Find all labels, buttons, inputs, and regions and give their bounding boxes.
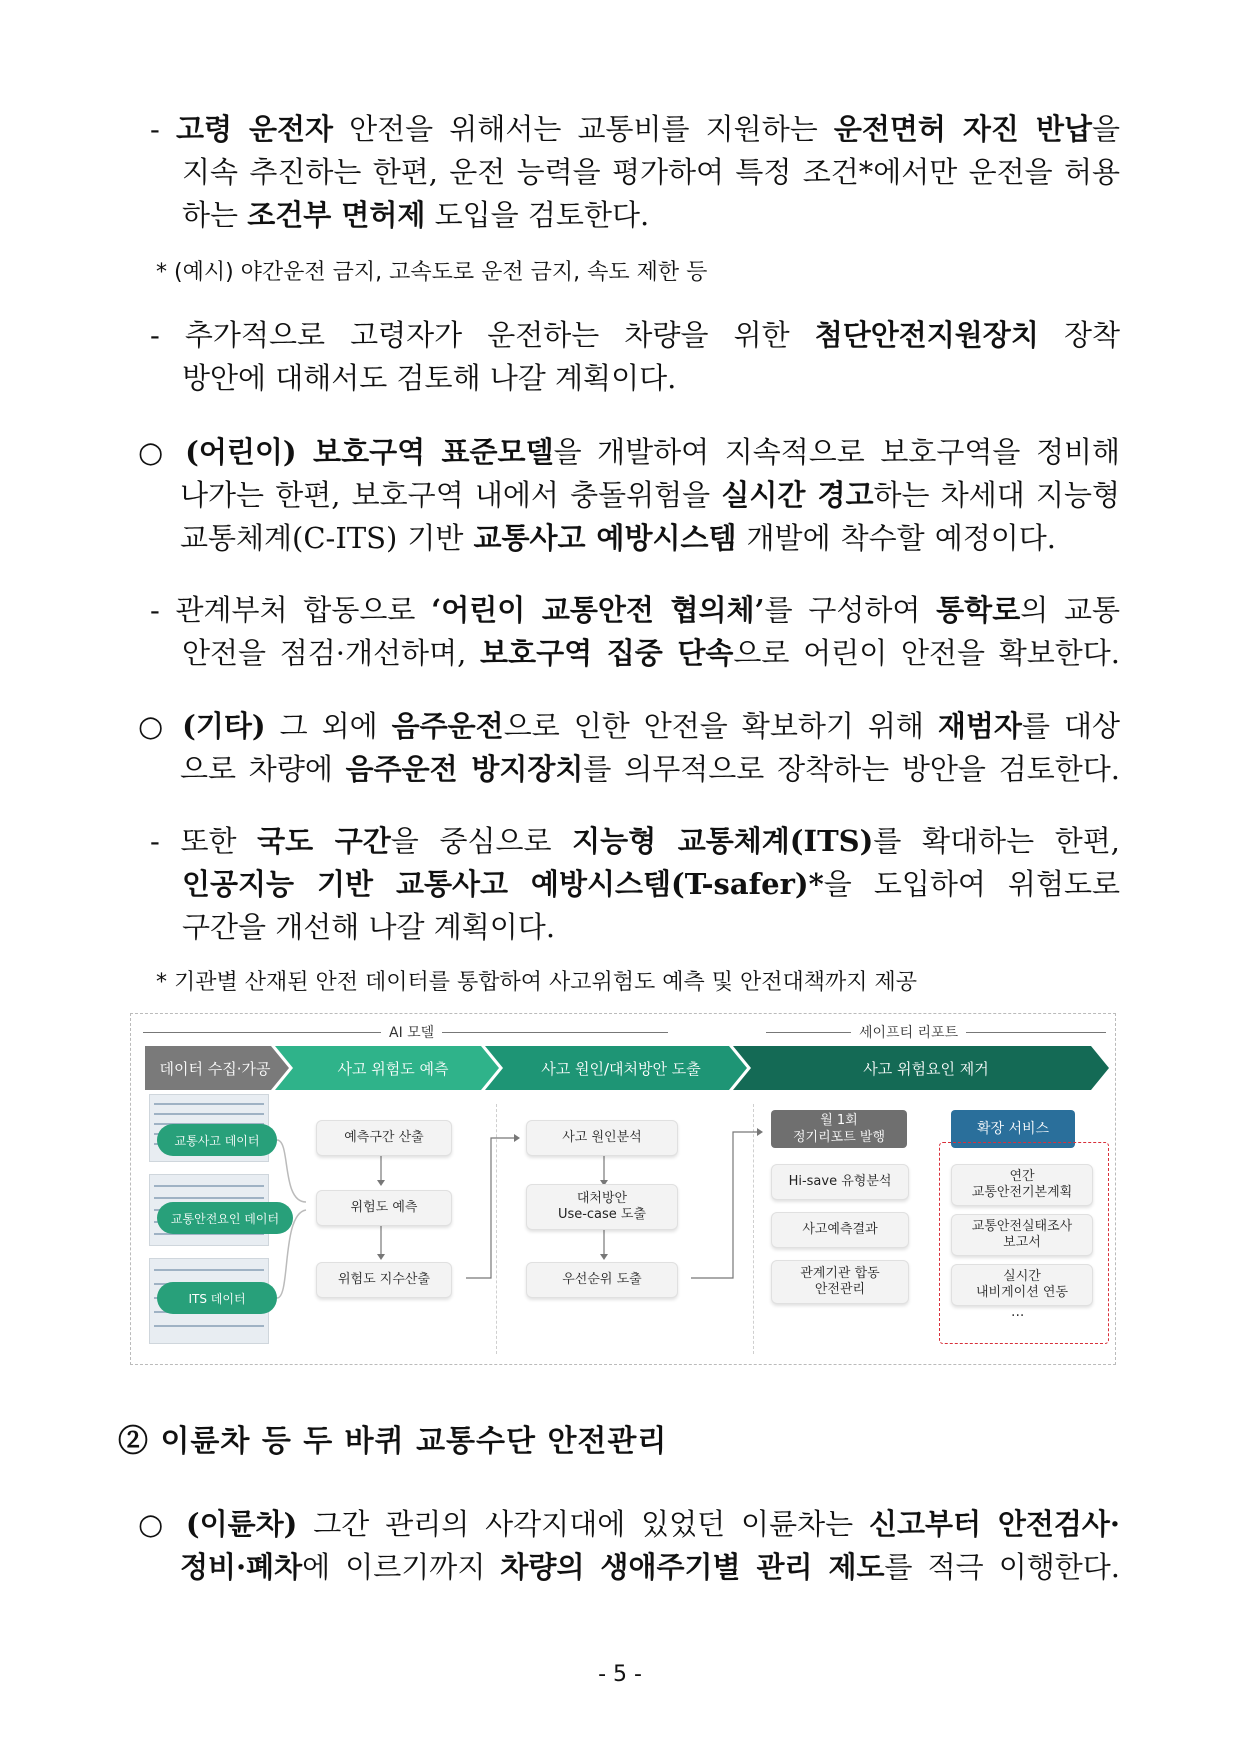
stage-risk-removal: 사고 위험요인 제거 bbox=[863, 1059, 989, 1078]
its-paragraph: - 또한 국도 구간을 중심으로 지능형 교통체계(ITS)를 확대하는 한편, bbox=[150, 824, 1120, 858]
stage-risk-prediction: 사고 위험도 예측 bbox=[337, 1059, 449, 1078]
box-use-case: 대처방안 Use-case 도출 bbox=[526, 1184, 678, 1230]
box-hisave: Hi-save 유형분석 bbox=[771, 1164, 909, 1200]
elderly-driver-paragraph-cont: 지속 추진하는 한편, 운전 능력을 평가하여 특정 조건*에서만 운전을 허용 bbox=[182, 155, 1120, 189]
box-survey-report: 교통안전실태조사 보고서 bbox=[951, 1214, 1093, 1256]
elderly-driver-paragraph-end: 하는 조건부 면허제 도입을 검토한다. bbox=[182, 198, 650, 232]
stage-cause-analysis: 사고 원인/대처방안 도출 bbox=[541, 1059, 701, 1078]
pill-accident-data: 교통사고 데이터 bbox=[157, 1124, 277, 1156]
box-risk-predict: 위험도 예측 bbox=[316, 1190, 452, 1226]
page-number: - 5 - bbox=[598, 1662, 642, 1687]
its-paragraph-cont: 인공지능 기반 교통사고 예방시스템(T-safer)*을 도입하여 위험도로 bbox=[182, 867, 1120, 901]
box-section-calc: 예측구간 산출 bbox=[316, 1120, 452, 1156]
elderly-driver-paragraph: - 고령 운전자 안전을 위해서는 교통비를 지원하는 운전면허 자진 반납을 bbox=[150, 112, 1120, 146]
two-wheeler-paragraph: ○ (이륜차) 그간 관리의 사각지대에 있었던 이륜차는 신고부터 안전검사· bbox=[138, 1507, 1120, 1541]
stage-data-collection: 데이터 수집·가공 bbox=[159, 1059, 271, 1078]
box-annual-plan: 연간 교통안전기본계획 bbox=[951, 1164, 1093, 1206]
child-zone-paragraph-cont: 나가는 한편, 보호구역 내에서 충돌위험을 실시간 경고하는 차세대 지능형 bbox=[180, 478, 1120, 512]
drunk-driving-paragraph-end: 으로 차량에 음주운전 방지장치를 의무적으로 장착하는 방안을 검토한다. bbox=[180, 752, 1120, 786]
service-more: ... bbox=[1011, 1304, 1025, 1320]
footnote-example: * (예시) 야간운전 금지, 고속도로 운전 금지, 속도 제한 등 bbox=[156, 260, 708, 285]
pill-its-data: ITS 데이터 bbox=[157, 1282, 277, 1314]
t-safer-diagram bbox=[130, 1013, 1116, 1365]
ai-model-label: AI 모델 bbox=[381, 1022, 442, 1042]
report-header: 월 1회 정기리포트 발행 bbox=[771, 1110, 907, 1148]
box-navigation: 실시간 내비게이션 연동 bbox=[951, 1264, 1093, 1306]
child-council-paragraph: - 관계부처 합동으로 ‘어린이 교통안전 협의체’를 구성하여 통학로의 교통 bbox=[150, 593, 1120, 627]
footnote-tsafer: * 기관별 산재된 안전 데이터를 통합하여 사고위험도 예측 및 안전대책까지 제공 bbox=[156, 970, 917, 995]
section-heading: ② 이륜차 등 두 바퀴 교통수단 안전관리 bbox=[118, 1424, 668, 1459]
safety-device-paragraph-end: 방안에 대해서도 검토해 나갈 계획이다. bbox=[182, 361, 677, 395]
child-zone-paragraph-end: 교통체계(C-ITS) 기반 교통사고 예방시스템 개발에 착수할 예정이다. bbox=[180, 521, 1056, 555]
safety-device-paragraph: - 추가적으로 고령자가 운전하는 차량을 위한 첨단안전지원장치 장착 bbox=[150, 318, 1120, 352]
box-joint-management: 관계기관 합동 안전관리 bbox=[771, 1260, 909, 1304]
two-wheeler-paragraph-end: 정비·폐차에 이르기까지 차량의 생애주기별 관리 제도를 적극 이행한다. bbox=[180, 1550, 1120, 1584]
pill-safety-factor-data: 교통안전요인 데이터 bbox=[157, 1202, 293, 1234]
child-council-paragraph-end: 안전을 점검·개선하며, 보호구역 집중 단속으로 어린이 안전을 확보한다. bbox=[182, 636, 1121, 670]
safety-report-label: 세이프티 리포트 bbox=[851, 1022, 966, 1042]
child-zone-paragraph: ○ (어린이) 보호구역 표준모델을 개발하여 지속적으로 보호구역을 정비해 bbox=[138, 435, 1120, 469]
its-paragraph-end: 구간을 개선해 나갈 계획이다. bbox=[182, 910, 556, 944]
service-header: 확장 서비스 bbox=[951, 1110, 1075, 1148]
box-priority: 우선순위 도출 bbox=[526, 1262, 678, 1298]
box-predict-result: 사고예측결과 bbox=[771, 1212, 909, 1248]
box-cause-analysis: 사고 원인분석 bbox=[526, 1120, 678, 1156]
box-risk-index: 위험도 지수산출 bbox=[316, 1262, 452, 1298]
drunk-driving-paragraph: ○ (기타) 그 외에 음주운전으로 인한 안전을 확보하기 위해 재범자를 대상 bbox=[138, 709, 1120, 743]
